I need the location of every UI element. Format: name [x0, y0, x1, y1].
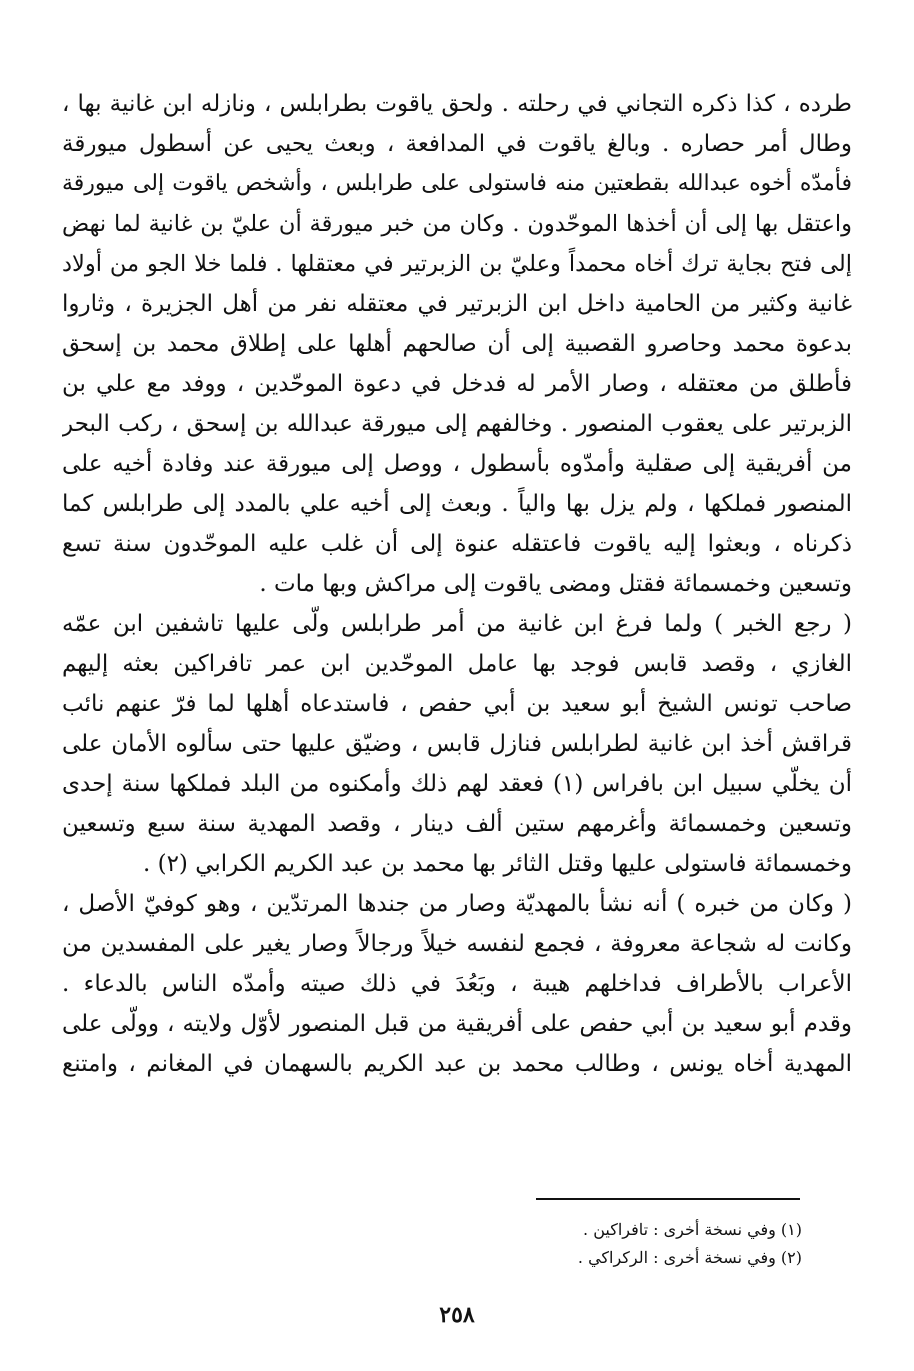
text-line: المهدية أخاه يونس ، وطالب محمد بن عبد الكريم بالسهمان في المغانم ، وامتنع: [62, 1051, 852, 1077]
text-line: الزبرتير على يعقوب المنصور . وخالفهم إلى ميورقة عبدالله بن إسحق ، ركب البحر: [62, 411, 852, 437]
page-number: ٢٥٨: [439, 1302, 475, 1328]
text-line: قراقش أخذ ابن غانية لطرابلس فنازل قابس ، وضيّق عليها حتى سألوه الأمان على: [62, 731, 852, 757]
text-line: الأعراب بالأطراف فداخلهم هيبة ، وبَعُدَ في ذلك صيته وأمدّه الناس بالدعاء .: [62, 971, 852, 997]
text-line: ذكرناه ، وبعثوا إليه ياقوت فاعتقله عنوة إلى أن غلب عليه الموحّدون سنة تسع: [62, 531, 852, 557]
text-line: ( رجع الخبر ) ولما فرغ ابن غانية من أمر طرابلس ولّى عليها تاشفين ابن عمّه: [62, 611, 852, 637]
text-line: المنصور فملكها ، ولم يزل بها والياً . وبعث إلى أخيه علي بالمدد إلى طرابلس كما: [62, 491, 852, 517]
text-line: من أفريقية إلى صقلية وأمدّوه بأسطول ، ووصل إلى ميورقة عند وفادة أخيه على: [62, 451, 852, 477]
text-line: وكانت له شجاعة معروفة ، فجمع لنفسه خيلاً ورجالاً وصار يغير على المفسدين من: [62, 931, 852, 957]
text-line: غانية وكثير من الحامية داخل ابن الزبرتير في معتقله نفر من أهل الجزيرة ، وثاروا: [62, 291, 852, 317]
text-line: صاحب تونس الشيخ أبو سعيد بن أبي حفص ، فاستدعاه أهلها لما فرّ عنهم نائب: [62, 691, 852, 717]
text-line: وتسعين وخمسمائة وأغرمهم ستين ألف دينار ، وقصد المهدية سنة سبع وتسعين: [62, 811, 852, 837]
text-line: فأمدّه أخوه عبدالله بقطعتين منه فاستولى على طرابلس ، وأشخص ياقوت إلى ميورقة: [62, 171, 852, 196]
footnotes: [300, 1216, 802, 1272]
text-line: إلى فتح بجاية ترك أخاه محمداً وعليّ بن الزبرتير في معتقلها . فلما خلا الجو من أولاد: [62, 251, 852, 277]
text-line: وخمسمائة فاستولى عليها وقتل الثائر بها محمد بن عبد الكريم الكرابي (٢) .: [142, 851, 852, 877]
text-line: وتسعين وخمسمائة فقتل ومضى ياقوت إلى مراكش وبها مات .: [259, 571, 852, 597]
text-line: وطال أمر حصاره . وبالغ ياقوت في المدافعة ، وبعث يحيى عن أسطول ميورقة: [62, 131, 852, 157]
text-line: أن يخلّي سبيل ابن بافراس (١) فعقد لهم ذلك وأمكنوه من البلد فملكها سنة إحدى: [62, 771, 852, 797]
text-line: طرده ، كذا ذكره التجاني في رحلته . ولحق ياقوت بطرابلس ، ونازله ابن غانية بها ،: [62, 91, 852, 117]
footnote: (١) وفي نسخة أخرى : تافراكين .: [583, 1220, 802, 1239]
text-line: ( وكان من خبره ) أنه نشأ بالمهديّة وصار من جندها المرتدّين ، وهو كوفيّ الأصل ،: [62, 891, 852, 917]
main-text: [62, 84, 852, 1084]
text-line: وقدم أبو سعيد بن أبي حفص على أفريقية من قبل المنصور لأوّل ولايته ، وولّى على: [62, 1011, 852, 1037]
footnote-divider: [536, 1198, 800, 1200]
text-line: واعتقل بها إلى أن أخذها الموحّدون . وكان من خبر ميورقة أن عليّ بن غانية لما نهض: [62, 211, 852, 237]
text-line: الغازي ، وقصد قابس فوجد بها عامل الموحّدين ابن عمر تافراكين بعثه إليهم: [62, 651, 852, 677]
footnote: (٢) وفي نسخة أخرى : الركراكي .: [577, 1248, 802, 1267]
text-line: بدعوة محمد وحاصرو القصبية إلى أن صالحهم أهلها على إطلاق محمد بن إسحق: [62, 331, 852, 357]
text-line: فأطلق من معتقله ، وصار الأمر له فدخل في دعوة الموحّدين ، ووفد مع علي بن: [62, 371, 852, 397]
